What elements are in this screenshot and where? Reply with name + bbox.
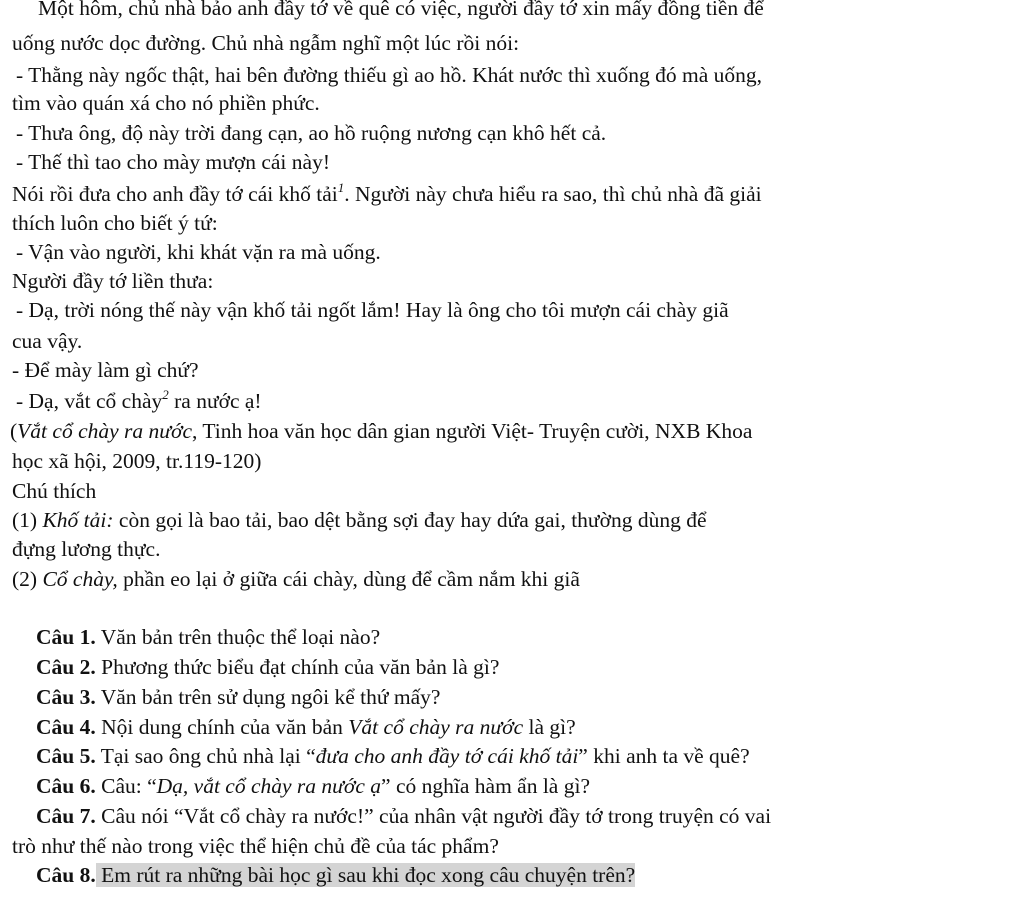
question-7-line-2: trò như thế nào trong việc thể hiện chủ đề của tác phẩm? <box>12 834 499 858</box>
question-6-italic: Dạ, vắt cổ chày ra nước ạ <box>156 774 382 798</box>
passage-line-14-text-a: - Dạ, vắt cổ chày <box>16 389 163 413</box>
passage-line-7 <box>12 180 762 208</box>
question-6-text-a: Câu: “ <box>95 774 157 798</box>
passage-line-8: thích luôn cho biết ý tứ: <box>12 211 218 235</box>
source-open-paren: ( <box>10 419 18 443</box>
question-4-italic: Vắt cổ chày ra nước <box>348 715 524 739</box>
question-3 <box>36 683 440 711</box>
question-2-label: Câu 2. <box>36 655 96 679</box>
question-5-italic: đưa cho anh đầy tớ cái khố tải <box>315 744 579 768</box>
question-6 <box>36 772 590 800</box>
note-2-text: phần eo lại ở giữa cái chày, dùng để cầm nắm khi giã <box>117 567 580 591</box>
question-7-text: Câu nói “Vắt cổ chày ra nước!” của nhân vật người đầy tớ trong truyện có vai <box>95 804 772 828</box>
question-8 <box>36 861 635 889</box>
question-1-text: Văn bản trên thuộc thể loại nào? <box>95 625 381 649</box>
note-1 <box>12 506 707 534</box>
question-6-label: Câu 6. <box>36 774 96 798</box>
notes-heading: Chú thích <box>12 479 97 503</box>
question-4-text-a: Nội dung chính của văn bản <box>95 715 349 739</box>
note-2-number: (2) <box>12 567 43 591</box>
passage-line-2: uống nước dọc đường. Chủ nhà ngẫm nghĩ một lúc rồi nói: <box>12 31 520 55</box>
footnote-ref-2: 2 <box>162 386 169 402</box>
passage-line-14 <box>16 387 262 415</box>
passage-line-14-text-b: ra nước ạ! <box>168 389 262 413</box>
question-5-text-b: ” khi anh ta về quê? <box>578 744 750 768</box>
note-1-text: còn gọi là bao tải, bao dệt bằng sợi đay hay dứa gai, thường dùng để <box>113 508 707 532</box>
question-3-label: Câu 3. <box>36 685 96 709</box>
question-8-label: Câu 8. <box>36 863 96 887</box>
question-3-text: Văn bản trên sử dụng ngôi kể thứ mấy? <box>95 685 441 709</box>
passage-line-7-text-a: Nói rồi đưa cho anh đầy tớ cái khố tải <box>12 182 338 206</box>
passage-line-3: - Thằng này ngốc thật, hai bên đường thiếu gì ao hồ. Khát nước thì xuống đó mà uống, <box>16 63 763 87</box>
footnote-ref-1: 1 <box>337 179 345 195</box>
question-1-label: Câu 1. <box>36 625 96 649</box>
source-title: Vắt cổ chày ra nước <box>17 419 193 443</box>
note-1-number: (1) <box>12 508 43 532</box>
question-7 <box>36 802 771 830</box>
passage-line-11: - Dạ, trời nóng thế này vận khố tải ngốt lắm! Hay là ông cho tôi mượn cái chày giã <box>16 298 729 322</box>
note-1-line-2: đựng lương thực. <box>12 537 161 561</box>
note-2 <box>12 565 580 593</box>
question-4-text-b: là gì? <box>523 715 576 739</box>
passage-line-12: cua vậy. <box>12 329 83 353</box>
source-citation-line-2: học xã hội, 2009, tr.119-120) <box>12 449 262 473</box>
note-2-term: Cổ chày, <box>42 567 118 591</box>
source-rest: , Tinh hoa văn học dân gian người Việt- Truyện cười, NXB Khoa <box>192 419 753 443</box>
note-1-term: Khố tải: <box>42 508 114 532</box>
question-5-text-a: Tại sao ông chủ nhà lại “ <box>95 744 316 768</box>
question-2 <box>36 653 499 681</box>
passage-line-10: Người đầy tớ liền thưa: <box>12 269 214 293</box>
question-4 <box>36 713 576 741</box>
passage-line-1: Một hôm, chủ nhà bảo anh đầy tớ về quê có việc, người đầy tớ xin mấy đồng tiền để <box>38 0 764 20</box>
passage-line-9: - Vận vào người, khi khát vặn ra mà uống. <box>16 240 381 264</box>
passage-line-5: - Thưa ông, độ này trời đang cạn, ao hồ ruộng nương cạn khô hết cả. <box>16 121 607 145</box>
passage-line-7-text-b: . Người này chưa hiểu ra sao, thì chủ nhà đã giải <box>344 182 762 206</box>
question-4-label: Câu 4. <box>36 715 96 739</box>
passage-line-13: - Để mày làm gì chứ? <box>12 358 199 382</box>
question-8-text-highlighted: Em rút ra những bài học gì sau khi đọc xong câu chuyện trên? <box>95 863 636 887</box>
question-1 <box>36 623 380 651</box>
source-citation <box>10 417 752 445</box>
question-6-text-b: ” có nghĩa hàm ẩn là gì? <box>381 774 590 798</box>
question-5 <box>36 742 750 770</box>
passage-line-4: tìm vào quán xá cho nó phiền phức. <box>12 91 320 115</box>
question-5-label: Câu 5. <box>36 744 96 768</box>
question-7-label: Câu 7. <box>36 804 96 828</box>
passage-line-6: - Thế thì tao cho mày mượn cái này! <box>16 150 330 174</box>
question-2-text: Phương thức biểu đạt chính của văn bản là gì? <box>95 655 500 679</box>
